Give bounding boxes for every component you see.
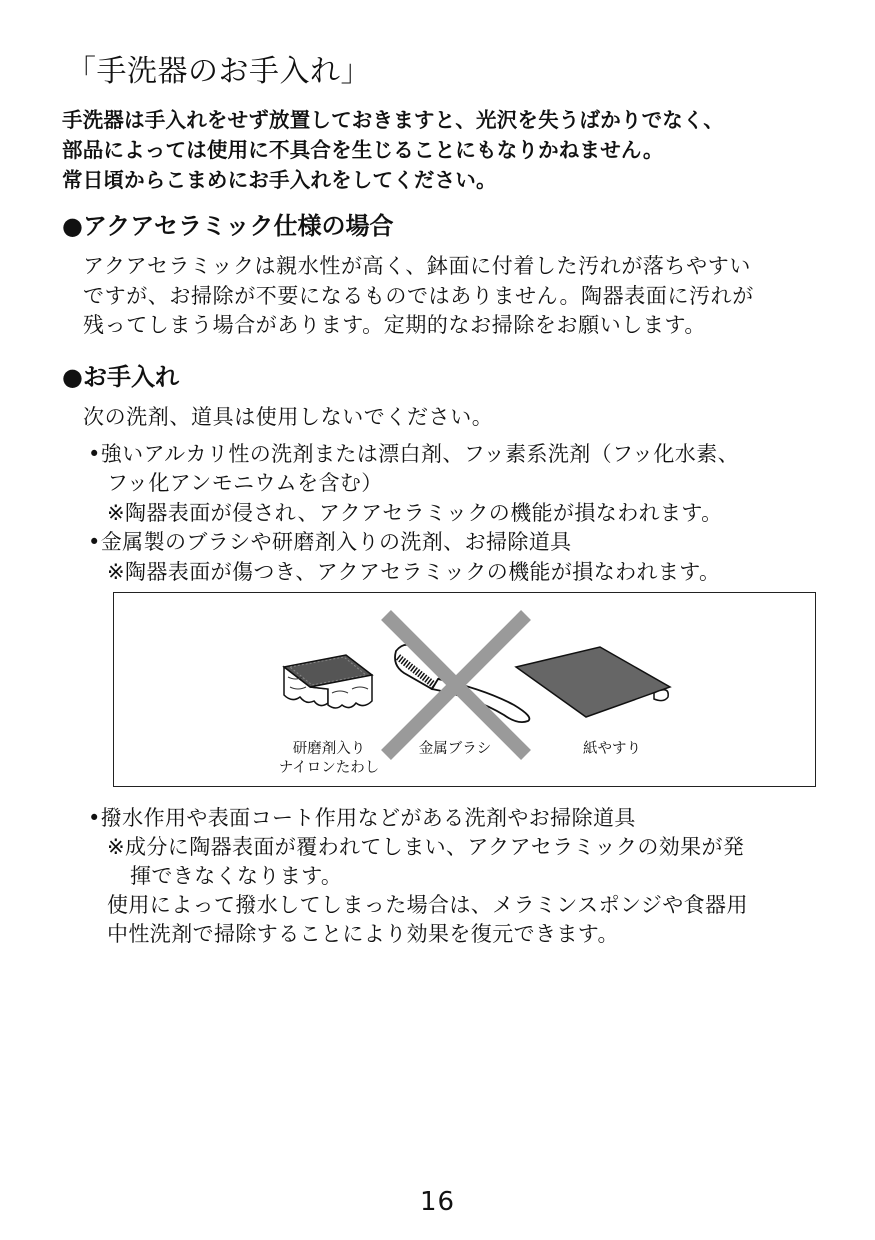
bullet-metal-brush-line-1: •金属製のブラシや研磨剤入りの洗剤、お掃除道具 — [88, 530, 572, 554]
care-lead-text: 次の洗剤、道具は使用しないでください。 — [83, 405, 494, 429]
bullet-water-repellent-extra-1: 使用によって撥水してしまった場合は、メラミンスポンジや食器用 — [107, 893, 748, 917]
aqua-text-line-2: ですが、お掃除が不要になるものではありません。陶器表面に汚れが — [83, 284, 754, 308]
prohibited-x-mark-icon — [386, 615, 526, 755]
intro-line-3: 常日頃からこまめにお手入れをしてください。 — [62, 168, 497, 192]
abrasive-sponge-icon — [284, 655, 372, 708]
page-title: 「手洗器のお手入れ」 — [66, 54, 371, 89]
intro-line-1: 手洗器は手入れをせず放置しておきますと、光沢を失うばかりでなく、 — [62, 108, 724, 132]
bullet-water-repellent-extra-2: 中性洗剤で掃除することにより効果を復元できます。 — [107, 922, 619, 946]
aqua-text-line-3: 残ってしまう場合があります。定期的なお掃除をお願いします。 — [83, 313, 707, 337]
prohibited-tools-figure — [113, 592, 816, 787]
bullet-alkaline-line-2: フッ化アンモニウムを含む） — [107, 471, 383, 495]
section-heading-aqua-ceramic: ●アクアセラミック仕様の場合 — [62, 212, 394, 240]
bullet-alkaline-note: ※陶器表面が侵され、アクアセラミックの機能が損なわれます。 — [107, 501, 723, 525]
sandpaper-icon — [516, 647, 670, 717]
intro-line-2: 部品によっては使用に不具合を生じることにもなりかねません。 — [62, 138, 664, 162]
sponge-label-line-1: 研磨剤入り — [292, 741, 366, 757]
bullet-metal-brush-note: ※陶器表面が傷つき、アクアセラミックの機能が損なわれます。 — [107, 560, 721, 584]
aqua-text-line-1: アクアセラミックは親水性が高く、鉢面に付着した汚れが落ちやすい — [83, 254, 751, 278]
section-heading-care: ●お手入れ — [62, 363, 179, 391]
page-number: 16 — [419, 1187, 456, 1217]
bullet-water-repellent-note-1: ※成分に陶器表面が覆われてしまい、アクアセラミックの効果が発 — [107, 835, 745, 859]
bullet-water-repellent-line-1: •撥水作用や表面コート作用などがある洗剤やお掃除道具 — [88, 806, 636, 830]
sandpaper-label: 紙やすり — [583, 741, 641, 757]
brush-label: 金属ブラシ — [418, 741, 492, 757]
sponge-label-line-2: ナイロンたわし — [278, 760, 380, 776]
bullet-water-repellent-note-2: 揮できなくなります。 — [130, 864, 343, 888]
bullet-alkaline-line-1: •強いアルカリ性の洗剤または漂白剤、フッ素系洗剤（フッ化水素、 — [88, 442, 740, 466]
